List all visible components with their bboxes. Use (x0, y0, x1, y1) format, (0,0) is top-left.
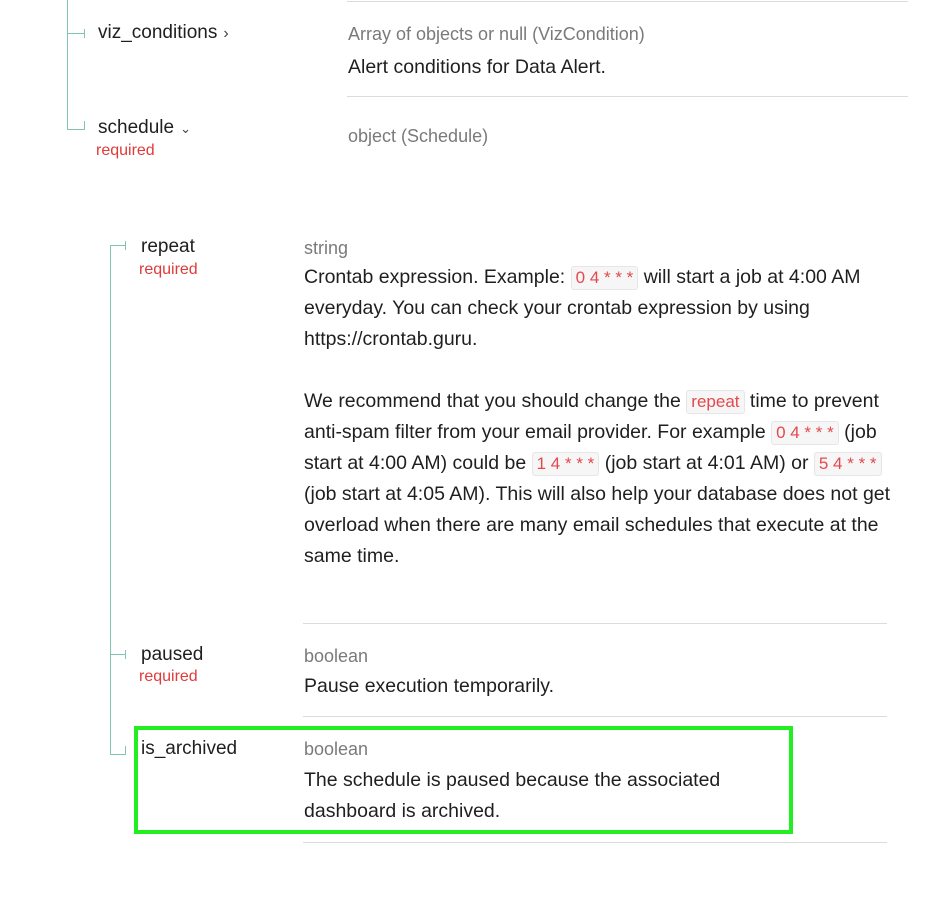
field-type: Array of objects or null (VizCondition) (348, 24, 645, 44)
tree-tick (110, 654, 125, 655)
field-is-archived: is_archived (141, 738, 238, 759)
code-snippet: 5 4 * * * (814, 452, 882, 476)
field-description: Alert conditions for Data Alert. (348, 56, 606, 78)
field-schedule[interactable] (98, 117, 191, 139)
description-text: We recommend that you should change the (304, 390, 687, 412)
field-viz-conditions[interactable] (98, 22, 229, 44)
description-text: Crontab expression. Example: (304, 266, 571, 288)
tree-cap (125, 746, 126, 755)
code-snippet: 1 4 * * * (532, 452, 600, 476)
field-paused: paused (141, 644, 204, 665)
field-name: schedule (98, 117, 175, 138)
divider (347, 96, 908, 97)
description-text: (job start at 4:00 AM) could be (304, 421, 877, 474)
code-snippet: repeat (686, 390, 744, 414)
divider (347, 1, 908, 2)
code-snippet: 0 4 * * * (771, 421, 839, 445)
required-label: required (139, 668, 198, 685)
tree-tick (110, 245, 125, 246)
tree-cap (125, 650, 126, 659)
chevron-right-icon[interactable]: › (223, 25, 229, 42)
description-text: (job start at 4:05 AM). This will also help your database does not get overload when there are many email schedules that execute at the same time. (304, 483, 891, 567)
tree-line-nested (110, 245, 111, 755)
description-text: (job start at 4:01 AM) or (599, 452, 814, 474)
required-label: required (96, 142, 155, 159)
field-name: viz_conditions (98, 22, 218, 43)
divider (303, 623, 887, 624)
divider (303, 716, 887, 717)
tree-cap (84, 29, 85, 38)
tree-tick (110, 754, 125, 755)
field-type: string (304, 238, 349, 258)
required-label: required (139, 261, 198, 278)
highlight-box (134, 726, 793, 834)
chevron-down-icon[interactable]: ⌄ (180, 121, 191, 136)
tree-tick (67, 33, 84, 34)
field-type: object (Schedule) (348, 126, 489, 146)
code-snippet: 0 4 * * * (571, 266, 639, 290)
field-description: The schedule is paused because the associated dashboard is archived. (304, 769, 721, 822)
field-description: Pause execution temporarily. (304, 675, 555, 697)
tree-tick (67, 129, 84, 130)
tree-cap (125, 241, 126, 250)
description-text: time to prevent anti-spam filter from your email provider. For example (304, 390, 879, 443)
description-text: will start a job at 4:00 AM everyday. You can check your crontab expression by using https://crontab.guru. (304, 266, 861, 350)
field-type: boolean (304, 646, 369, 666)
tree-cap (84, 121, 85, 130)
description-paragraph (304, 386, 894, 572)
description-paragraph (304, 262, 894, 355)
field-repeat: repeat (141, 236, 195, 257)
divider (303, 842, 887, 843)
tree-line-outer (67, 0, 68, 130)
field-description (304, 262, 894, 572)
field-type: boolean (304, 739, 369, 759)
